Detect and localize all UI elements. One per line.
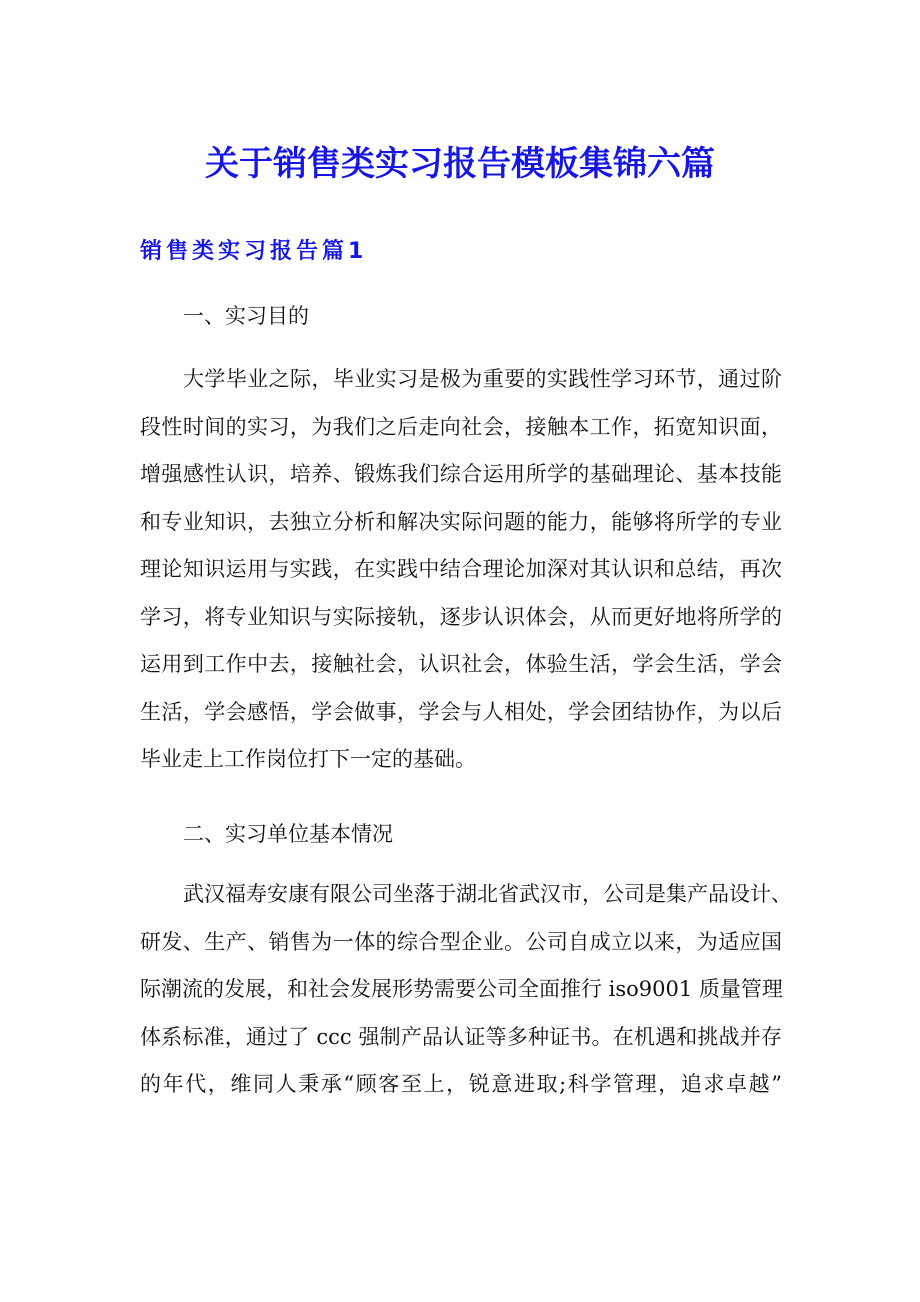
text-line: 体系标准，通过了 ccc 强制产品认证等多种证书。在机遇和挑战并存 — [140, 1024, 782, 1049]
text-line: 运用到工作中去，接触社会，认识社会，体验生活，学会生活，学会 — [140, 652, 782, 676]
subheading-purpose: 一、实习目的 — [183, 304, 309, 328]
text-line: 大学毕业之际，毕业实习是极为重要的实践性学习环节，通过阶 — [183, 367, 782, 391]
text-line: 增强感性认识，培养、锻炼我们综合运用所学的基础理论、基本技能 — [140, 462, 782, 486]
paragraph-purpose — [140, 356, 782, 784]
text-line: 研发、生产、销售为一体的综合型企业。公司自成立以来，为适应国 — [140, 929, 782, 954]
text-line: 武汉福寿安康有限公司坐落于湖北省武汉市，公司是集产品设计、 — [183, 882, 792, 906]
paragraph-company — [140, 871, 792, 1109]
text-line: 和专业知识，去独立分析和解决实际问题的能力，能够将所学的专业 — [140, 509, 782, 534]
text-line: 毕业走上工作岗位打下一定的基础。 — [140, 747, 476, 771]
text-line: 理论知识运用与实践，在实践中结合理论加深对其认识和总结，再次 — [140, 557, 782, 581]
section-heading: 销售类实习报告篇1 — [140, 239, 368, 264]
text-line: 际潮流的发展，和社会发展形势需要公司全面推行 iso9001 质量管理 — [140, 977, 783, 1001]
text-line: 段性时间的实习，为我们之后走向社会，接触本工作，拓宽知识面， — [140, 414, 782, 439]
document-title: 关于销售类实习报告模板集锦六篇 — [205, 144, 715, 184]
text-line: 生活，学会感悟，学会做事，学会与人相处，学会团结协作，为以后 — [140, 699, 782, 724]
subheading-company: 二、实习单位基本情况 — [183, 822, 393, 846]
text-line: 学习，将专业知识与实际接轨，逐步认识体会，从而更好地将所学的 — [140, 604, 782, 629]
text-line: 的年代，维同人秉承“顾客至上，锐意进取;科学管理，追求卓越” — [140, 1072, 782, 1096]
